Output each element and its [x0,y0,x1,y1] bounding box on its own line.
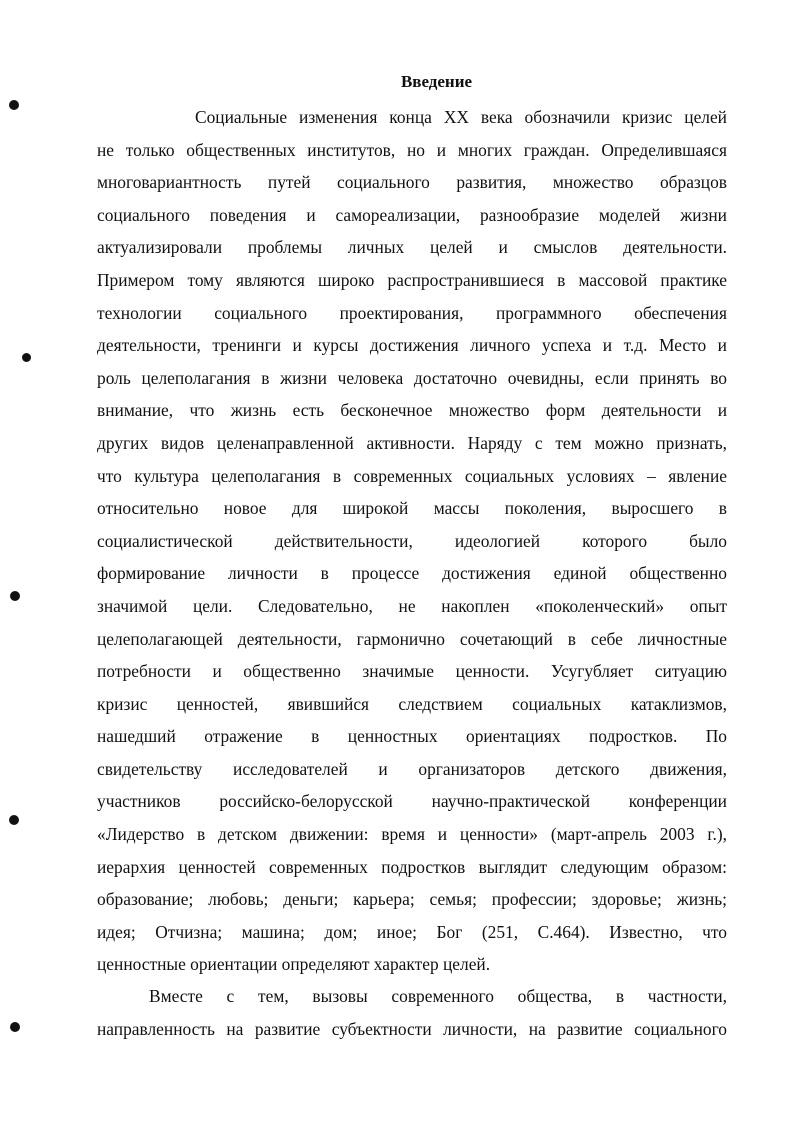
paragraph-2 [97,980,727,1045]
text-line: образование; любовь; деньги; карьера; семья; профессии; здоровье; жизнь; [97,889,727,910]
text-line: многовариантность путей социального развития, множество образцов [97,172,727,193]
text-line: направленность на развитие субъектности личности, на развитие социального [97,1018,727,1039]
text-line: что культура целеполагания в современных социальных условиях – явление [97,465,727,486]
text-line: нашедший отражение в ценностных ориентациях подростков. По [97,726,727,747]
text-line: Социальные изменения конца XX века обозначили кризис целей [195,107,727,127]
margin-bullet-mark [9,100,19,110]
text-line: формирование личности в процессе достижения единой общественно [97,563,727,584]
page-title: Введение [400,72,473,91]
text-line: других видов целенаправленной активности. Наряду с тем можно признать, [97,432,727,453]
text-line: Примером тому являются широко распространившиеся в массовой практике [97,269,727,290]
text-line: внимание, что жизнь есть бесконечное множество форм деятельности и [97,400,727,421]
text-line: социалистической действительности, идеологией которого было [97,530,727,551]
text-line: кризис ценностей, явившийся следствием социальных катаклизмов, [97,693,727,714]
text-line: актуализировали проблемы личных целей и смыслов деятельности. [97,237,727,258]
text-line: свидетельству исследователей и организаторов детского движения, [97,758,727,779]
text-line: технологии социального проектирования, программного обеспечения [97,302,727,323]
text-line: потребности и общественно значимые ценности. Усугубляет ситуацию [97,661,727,682]
text-line: участников российско-белорусской научно-практической конференции [97,791,727,812]
text-line: относительно новое для широкой массы поколения, выросшего в [97,498,727,519]
text-line: роль целеполагания в жизни человека достаточно очевидны, если принять во [97,367,727,388]
margin-bullet-mark [22,353,31,362]
text-line: не только общественных институтов, но и многих граждан. Определившаяся [97,139,727,160]
margin-bullet-mark [10,1022,20,1032]
text-line: целеполагающей деятельности, гармонично сочетающий в себе личностные [97,628,727,649]
paragraph-1 [97,101,727,981]
text-line: «Лидерство в детском движении: время и ценности» (март-апрель 2003 г.), [97,824,727,845]
text-line: деятельности, тренинги и курсы достижения личного успеха и т.д. Место и [97,335,727,356]
margin-bullet-mark [10,591,20,601]
text-line: Вместе с тем, вызовы современного общества, в частности, [149,986,727,1006]
text-line: ценностные ориентации определяют характер целей. [97,954,491,975]
text-line: идея; Отчизна; машина; дом; иное; Бог (251, С.464). Известно, что [97,921,727,942]
text-line: социального поведения и самореализации, разнообразие моделей жизни [97,204,727,225]
text-line: значимой цели. Следовательно, не накоплен «поколенческий» опыт [97,595,727,616]
margin-bullet-mark [9,815,19,825]
text-line: иерархия ценностей современных подростков выглядит следующим образом: [97,856,727,877]
